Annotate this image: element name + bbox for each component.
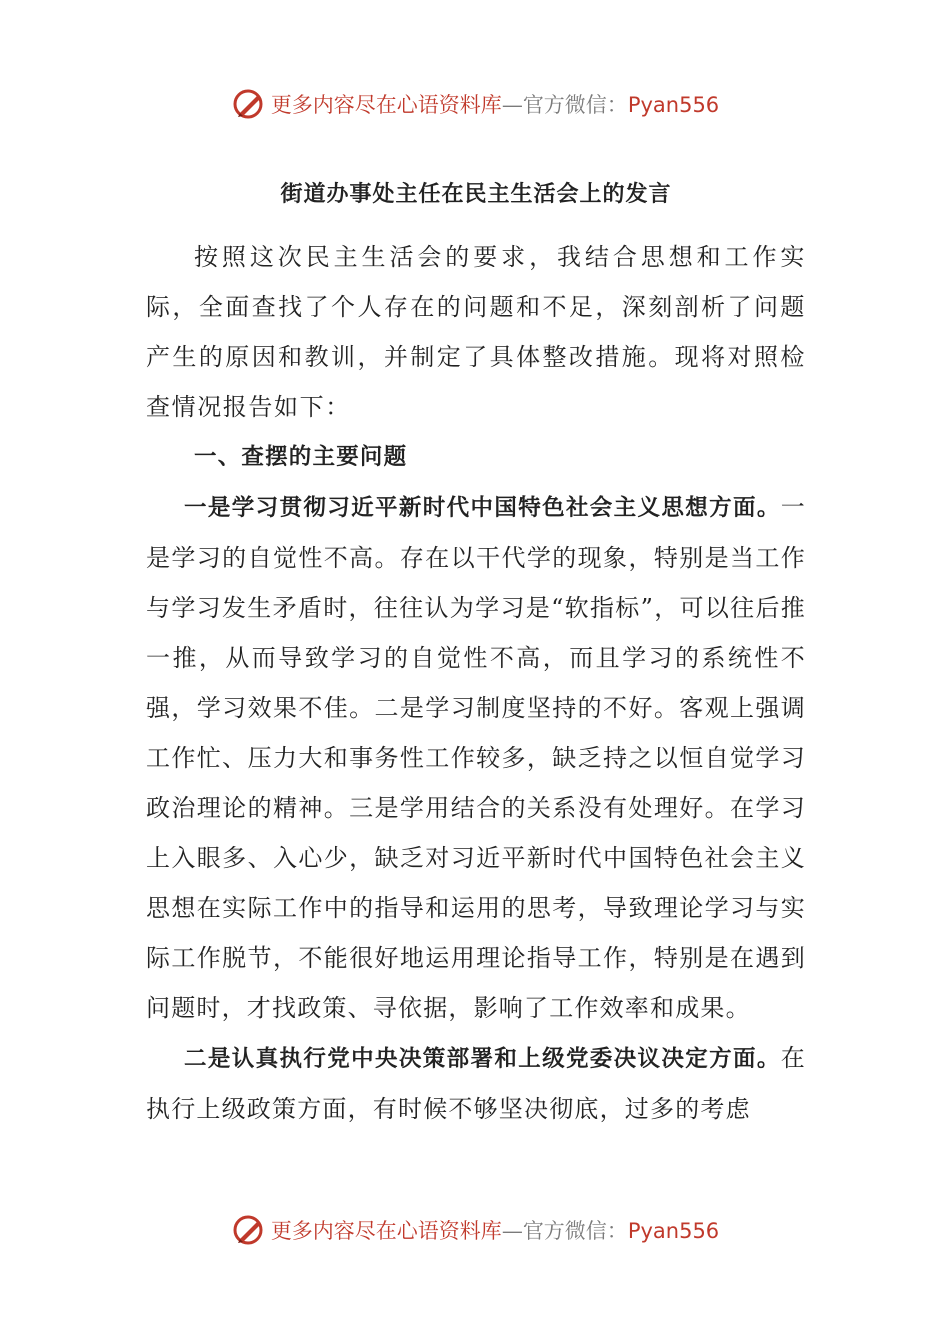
header-banner xyxy=(0,84,950,124)
item1-heading: 一是学习贯彻习近平新时代中国特色社会主义思想方面。 xyxy=(184,495,781,521)
banner-text: 更多内容尽在心语资料库—官方微信：Pyan556 xyxy=(270,1219,720,1243)
section-heading: 一、查摆的主要问题 xyxy=(194,444,408,470)
pen-logo-icon xyxy=(231,86,267,122)
document-body xyxy=(146,170,806,1134)
item2-body: 在执行上级政策方面，有时候不够坚决彻底，过多的考虑 xyxy=(146,1044,806,1123)
banner-text: 更多内容尽在心语资料库—官方微信：Pyan556 xyxy=(270,93,720,117)
item1-body: 一是学习的自觉性不高。存在以干代学的现象，特别是当工作与学习发生矛盾时，往往认为学习是“软指标”，可以往后推一推，从而导致学习的自觉性不高，而且学习的系统性不强，学习效果不佳。二是学习制度坚持的不好。客观上强调工作忙、压力大和事务性工作较多，缺乏持之以恒自觉学习政治理论的精神。三是学用结合的关系没有处理好。在学习上入眼多、入心少，缺乏对习近平新时代中国特色社会主义思想在实际工作中的指导和运用的思考，导致理论学习与实际工作脱节，不能很好地运用理论指导工作，特别是在遇到问题时，才找政策、寻依据，影响了工作效率和成果。 xyxy=(146,493,806,1022)
item2-paragraph xyxy=(146,1033,806,1134)
footer-banner xyxy=(0,1210,950,1250)
intro-paragraph: 按照这次民主生活会的要求，我结合思想和工作实际，全面查找了个人存在的问题和不足，深刻剖析了问题产生的原因和教训，并制定了具体整改措施。现将对照检查情况报告如下： xyxy=(146,243,806,421)
item1-paragraph xyxy=(146,482,806,1033)
document-title: 街道办事处主任在民主生活会上的发言 xyxy=(280,182,672,207)
item2-heading: 二是认真执行党中央决策部署和上级党委决议决定方面。 xyxy=(184,1046,781,1072)
pen-logo-icon xyxy=(231,1212,267,1248)
